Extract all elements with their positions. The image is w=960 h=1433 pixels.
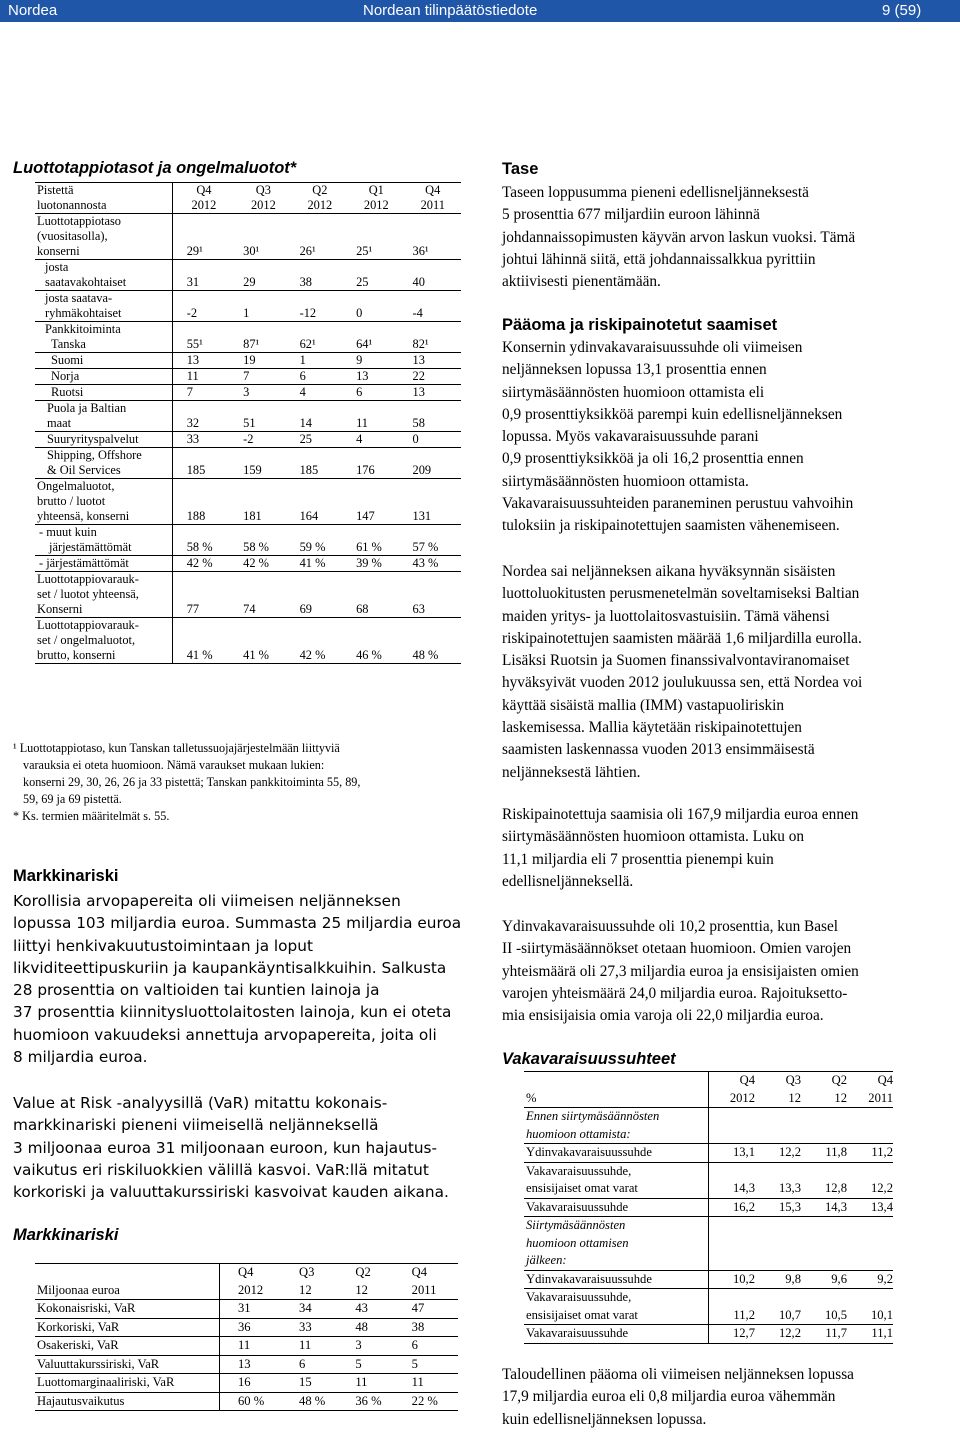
cell-value: 1 (235, 291, 291, 322)
cell-value: 5 (402, 1355, 458, 1374)
row-label: josta saatava- ryhmäkohtaiset (35, 291, 172, 322)
text-line: lopussa 103 miljardia euroa. Summasta 25 miljardia euroa (13, 914, 462, 933)
cell-value: 25¹ (348, 214, 404, 260)
cell-value: 11 (402, 1374, 458, 1393)
text-line: saamisten laskennassa vuoden 2013 ensimmäisestä (502, 741, 815, 759)
text-line: 8 miljardia euroa. (13, 1048, 148, 1067)
section-label: Siirtymäsäännösten huomioon ottamisen jälkeen: (524, 1217, 709, 1271)
column-header: Q4 2011 (847, 1072, 893, 1108)
cell-value: 22 % (402, 1392, 458, 1411)
row-label: Vakavaraisuussuhde (524, 1325, 709, 1344)
cell-value: 42 % (292, 618, 348, 664)
text-line: riskipainotettujen saamisten määrää 1,6 miljardilla eurolla. (502, 629, 862, 647)
cell-value: 5 (345, 1355, 401, 1374)
cell-value: 31 (220, 1300, 290, 1319)
cell-value: 48 (345, 1318, 401, 1337)
text-line: Lisäksi Ruotsin ja Suomen finanssivalvontaviranomaiset (502, 652, 850, 670)
loss-table-row (35, 448, 461, 479)
cell-value: 11 (220, 1337, 290, 1356)
row-label: Ydinvakavaraisuussuhde (524, 1270, 709, 1289)
cell-value: 4 (348, 432, 404, 448)
cell-value: 176 (348, 448, 404, 479)
var-table-row (35, 1300, 458, 1319)
cell-value: 181 (235, 479, 291, 525)
var-table-unit: Miljoonaa euroa (35, 1264, 220, 1300)
cell-value: 0 (405, 432, 461, 448)
cell-value: 34 (289, 1300, 345, 1319)
market-risk-table-heading: Markkinariski (13, 1226, 119, 1244)
column-header: Q3 12 (755, 1072, 801, 1108)
economic-capital-paragraph (502, 1364, 957, 1431)
cell-value: 32 (172, 401, 235, 432)
cell-value: 43 (345, 1300, 401, 1319)
cell-value: 6 (402, 1337, 458, 1356)
text-line: korkoriski ja valuuttakurssiriski kasvoivat kauden aikana. (13, 1183, 449, 1202)
row-label: Vakavaraisuussuhde, ensisijaiset omat varat (524, 1162, 709, 1198)
var-table-row (35, 1374, 458, 1393)
cell-value: 15 (289, 1374, 345, 1393)
text-line: 37 prosenttia kiinnitysluottolaitosten lainoja, kun ei oteta (13, 1003, 452, 1022)
text-line: tuloksiin ja riskipainotettujen saamisten vähenemiseen. (502, 517, 840, 535)
cell-value: 14 (292, 401, 348, 432)
text-line: hyväksyivät vuoden 2012 joulukuussa sen, että Nordea voi (502, 674, 863, 692)
cell-value: 22 (405, 369, 461, 385)
var-table-header (35, 1264, 458, 1300)
column-header: Q2 12 (345, 1264, 401, 1300)
text-line: Korollisia arvopapereita oli viimeisen neljänneksen (13, 892, 401, 910)
footnote-line: varauksia ei oteta huomioon. Nämä varaukset mukaan lukien: (23, 758, 325, 772)
cell-value: 58 % (235, 525, 291, 556)
column-header: Q4 2012 (220, 1264, 290, 1300)
text-line: 0,9 prosenttiyksikköä parempi kuin edellisneljänneksen (502, 405, 843, 423)
cell-value: 209 (405, 448, 461, 479)
loss-table-unit: Pistettä luotonannosta (35, 183, 172, 214)
cell-value: 13,3 (755, 1162, 801, 1198)
var-table-row (35, 1355, 458, 1374)
loss-table-row (35, 214, 461, 260)
cell-value: 14,3 (801, 1198, 847, 1217)
text-line: II -siirtymäsäännökset otetaan huomioon. Omien varojen (502, 940, 852, 958)
loss-table-row (35, 432, 461, 448)
column-header: Q4 2012 (172, 183, 235, 214)
cell-value: 147 (348, 479, 404, 525)
text-line: likviditeettipuskuriin ja kaupankäyntisalkkuihin. Salkusta (13, 958, 447, 977)
cell-value: 48 % (405, 618, 461, 664)
column-header: Q2 12 (801, 1072, 847, 1108)
cell-value: 60 % (220, 1392, 290, 1411)
loss-table-row (35, 369, 461, 385)
loss-table-header (35, 183, 461, 214)
text-line: siirtymäsäännösten huomioon ottamista. Luku on (502, 828, 805, 846)
text-line: 11,1 miljardia eli 7 prosenttia pienempi kuin (502, 850, 774, 868)
cell-value: 9,8 (755, 1270, 801, 1289)
loss-table-row (35, 401, 461, 432)
cell-value: 11,2 (847, 1144, 893, 1163)
cell-value: 0 (348, 291, 404, 322)
row-label: Shipping, Offshore & Oil Services (35, 448, 172, 479)
market-risk-paragraph-2 (13, 1092, 463, 1203)
header-report-title: Nordean tilinpäätöstiedote (363, 2, 538, 19)
cell-value: 11,7 (801, 1325, 847, 1344)
market-risk-paragraph-1 (13, 890, 463, 1068)
row-label: Osakeriski, VaR (35, 1337, 220, 1356)
cell-value: 33 (172, 432, 235, 448)
cell-value: 7 (172, 385, 235, 401)
capital-ratio-heading: Vakavaraisuussuhteet (502, 1050, 676, 1068)
cell-value: 12,7 (709, 1325, 756, 1344)
cell-value: 63 (405, 572, 461, 618)
balance-heading: Tase (502, 160, 539, 178)
cell-value: 41 % (235, 618, 291, 664)
var-table-row (35, 1392, 458, 1411)
column-header: Q4 2012 (709, 1072, 756, 1108)
cell-value: 13 (348, 369, 404, 385)
cell-value: 57 % (405, 525, 461, 556)
cell-value: 46 % (348, 618, 404, 664)
capital-table-row (524, 1270, 893, 1289)
cell-value: 13,1 (709, 1144, 756, 1163)
text-line: Taseen loppusumma pieneni edellisneljänneksestä (502, 184, 809, 201)
text-line: maiden yritys- ja luottolaitosvastuisiin. Tämä vähensi (502, 607, 830, 625)
capital-table-row (524, 1289, 893, 1325)
row-label: Luottotappiovarauk- set / ongelmaluotot, brutto, konserni (35, 618, 172, 664)
text-line: Value at Risk -analyysillä (VaR) mitattu kokonais- (13, 1094, 388, 1112)
cell-value: 31 (172, 260, 235, 291)
cell-value: 13 (405, 353, 461, 369)
text-line: kuin edellisneljänneksen lopussa. (502, 1410, 707, 1428)
cell-value: 19 (235, 353, 291, 369)
loss-table-row (35, 322, 461, 353)
section-label: Ennen siirtymäsäännösten huomioon ottamista: (524, 1108, 709, 1144)
text-line: Ydinvakavaraisuussuhde oli 10,2 prosenttia, kun Basel (502, 918, 839, 935)
row-label: Pankkitoiminta Tanska (35, 322, 172, 353)
var-table-row (35, 1337, 458, 1356)
cell-value: 12,2 (755, 1325, 801, 1344)
cell-value: 13,4 (847, 1198, 893, 1217)
cell-value: 29 (235, 260, 291, 291)
cell-value: 25 (348, 260, 404, 291)
cell-value: 188 (172, 479, 235, 525)
cell-value: 10,1 (847, 1289, 893, 1325)
loss-table-row (35, 572, 461, 618)
cell-value: 51 (235, 401, 291, 432)
capital-ratio-table (524, 1071, 893, 1344)
text-line: luottoluokitusten perusmenetelmän soveltamiseksi Baltian (502, 585, 860, 603)
text-line: varojen yhteismäärä 24,0 miljardia euroa. Rajoituksetto- (502, 984, 848, 1002)
cell-value: 131 (405, 479, 461, 525)
cell-value: 36 (220, 1318, 290, 1337)
row-label: Ongelmaluotot, brutto / luotot yhteensä, konserni (35, 479, 172, 525)
text-line: liittyi henkivakuutustoimintaan ja loput (13, 936, 313, 955)
text-line: 28 prosenttia on valtioiden tai kuntien lainoja ja (13, 981, 380, 1000)
text-line: neljänneksestä lähtien. (502, 763, 641, 781)
text-line: mia ensisijaisia omia varoja oli 22,0 miljardia euroa. (502, 1007, 824, 1025)
cell-value: 11,1 (847, 1325, 893, 1344)
cell-value: 159 (235, 448, 291, 479)
row-label: Valuuttakurssiriski, VaR (35, 1355, 220, 1374)
cell-value: 10,5 (801, 1289, 847, 1325)
cell-value: 13 (172, 353, 235, 369)
cell-value: 16 (220, 1374, 290, 1393)
capital-table-header (524, 1072, 893, 1108)
row-label: Hajautusvaikutus (35, 1392, 220, 1411)
header-company: Nordea (8, 2, 58, 19)
text-line: 3 miljoonaa euroa 31 miljoonaan euroon, kun hajautus- (13, 1138, 438, 1157)
market-risk-heading: Markkinariski (13, 867, 119, 885)
cell-value: 29¹ (172, 214, 235, 260)
cell-value: 74 (235, 572, 291, 618)
var-table (35, 1263, 458, 1411)
text-line: yhteismäärä oli 27,3 miljardia euroa ja ensisijaisten omien (502, 962, 859, 980)
row-label: Luottotappiotaso (vuositasolla), konserni (35, 214, 172, 260)
capital-table-section (524, 1108, 893, 1144)
text-line: laskemisessa. Mallia käytetään riskipainotettujen (502, 719, 802, 737)
cell-value: 33 (289, 1318, 345, 1337)
loss-table-row (35, 479, 461, 525)
cell-value: 185 (292, 448, 348, 479)
cell-value: 9,2 (847, 1270, 893, 1289)
cell-value: 9,6 (801, 1270, 847, 1289)
cell-value: 61 % (348, 525, 404, 556)
header-page-number: 9 (59) (882, 2, 922, 19)
text-line: huomioon vakuudeksi annettuja arvopapereita, joita oli (13, 1025, 437, 1044)
empty-cell (801, 1217, 847, 1271)
capital-paragraph-2 (502, 561, 957, 784)
cell-value: 13 (220, 1355, 290, 1374)
cell-value: 10,2 (709, 1270, 756, 1289)
row-label: Ruotsi (35, 385, 172, 401)
cell-value: 7 (235, 369, 291, 385)
cell-value: 42 % (235, 556, 291, 572)
text-line: markkinariski pieneni viimeisellä neljänneksellä (13, 1116, 379, 1135)
cell-value: 164 (292, 479, 348, 525)
row-label: Kokonaisriski, VaR (35, 1300, 220, 1319)
text-line: Vakavaraisuussuhteiden paraneminen perustuu vahvoihin (502, 495, 854, 513)
capital-table-unit: % (524, 1072, 709, 1108)
empty-cell (847, 1217, 893, 1271)
footnote-line: 59, 69 ja 69 pistettä. (23, 792, 122, 806)
capital-paragraph-3 (502, 804, 957, 893)
cell-value: -2 (172, 291, 235, 322)
cell-value: 11 (289, 1337, 345, 1356)
cell-value: 4 (292, 385, 348, 401)
row-label: - järjestämättömät (35, 556, 172, 572)
cell-value: -12 (292, 291, 348, 322)
row-label: Ydinvakavaraisuussuhde (524, 1144, 709, 1163)
loss-table-row (35, 525, 461, 556)
capital-paragraph-4 (502, 916, 957, 1027)
cell-value: 30¹ (235, 214, 291, 260)
column-header: Q3 2012 (235, 183, 291, 214)
cell-value: 12,2 (847, 1162, 893, 1198)
cell-value: 14,3 (709, 1162, 756, 1198)
cell-value: 38 (402, 1318, 458, 1337)
cell-value: 11 (348, 401, 404, 432)
cell-value: 82¹ (405, 322, 461, 353)
text-line: Riskipainotettuja saamisia oli 167,9 miljardia euroa ennen (502, 806, 859, 823)
empty-cell (709, 1108, 756, 1144)
text-line: 17,9 miljardia euroa eli 0,8 miljardia euroa vähemmän (502, 1388, 836, 1406)
cell-value: 87¹ (235, 322, 291, 353)
capital-table-row (524, 1144, 893, 1163)
cell-value: 58 (405, 401, 461, 432)
text-line: aktiivisesti pienentämään. (502, 273, 661, 291)
text-line: vaikutus eri riskiluokkien välillä kasvoi. VaR:llä mitatut (13, 1160, 429, 1179)
cell-value: 12,8 (801, 1162, 847, 1198)
cell-value: 15,3 (755, 1198, 801, 1217)
cell-value: 10,7 (755, 1289, 801, 1325)
cell-value: 6 (289, 1355, 345, 1374)
text-line: lopussa. Myös vakavaraisuussuhde parani (502, 428, 759, 446)
cell-value: 3 (235, 385, 291, 401)
text-line: johdannaissopimusten käyvän arvon laskun vuoksi. Tämä (502, 228, 856, 246)
loss-table-row (35, 618, 461, 664)
cell-value: 55¹ (172, 322, 235, 353)
header-bar (0, 0, 960, 22)
row-label: Suomi (35, 353, 172, 369)
text-line: Konsernin ydinvakavaraisuussuhde oli viimeisen (502, 339, 803, 356)
cell-value: 36 % (345, 1392, 401, 1411)
column-header: Q1 2012 (348, 183, 404, 214)
cell-value: 11,8 (801, 1144, 847, 1163)
cell-value: 185 (172, 448, 235, 479)
cell-value: 1 (292, 353, 348, 369)
text-line: 5 prosenttia 677 miljardiin euroon lähinnä (502, 206, 760, 224)
var-table-row (35, 1318, 458, 1337)
row-label: Vakavaraisuussuhde, ensisijaiset omat varat (524, 1289, 709, 1325)
empty-cell (755, 1217, 801, 1271)
cell-value: 41 % (172, 618, 235, 664)
loss-table-title: Luottotappiotasot ja ongelmaluotot* (13, 159, 297, 177)
cell-value: -4 (405, 291, 461, 322)
loss-table-row (35, 291, 461, 322)
cell-value: 41 % (292, 556, 348, 572)
text-line: Taloudellinen pääoma oli viimeisen neljänneksen lopussa (502, 1366, 854, 1383)
cell-value: 59 % (292, 525, 348, 556)
cell-value: 6 (292, 369, 348, 385)
loss-table-row (35, 385, 461, 401)
column-header: Q4 2011 (405, 183, 461, 214)
cell-value: 43 % (405, 556, 461, 572)
capital-table-row (524, 1325, 893, 1344)
cell-value: 3 (345, 1337, 401, 1356)
cell-value: 25 (292, 432, 348, 448)
cell-value: 69 (292, 572, 348, 618)
capital-paragraph-1 (502, 337, 957, 538)
text-line: 0,9 prosenttiyksikköä ja oli 16,2 prosenttia ennen (502, 450, 804, 468)
column-header: Q4 2011 (402, 1264, 458, 1300)
loss-table-row (35, 260, 461, 291)
cell-value: 11,2 (709, 1289, 756, 1325)
text-line: käyttää sisäistä mallia (IMM) vastapuoliriskin (502, 696, 785, 714)
text-line: Nordea sai neljänneksen aikana hyväksynnän sisäisten (502, 563, 836, 580)
cell-value: 58 % (172, 525, 235, 556)
loss-table-row (35, 353, 461, 369)
cell-value: 42 % (172, 556, 235, 572)
row-label: Luottotappiovarauk- set / luotot yhteensä, Konserni (35, 572, 172, 618)
row-label: - muut kuin järjestämättömät (35, 525, 172, 556)
row-label: Suuryrityspalvelut (35, 432, 172, 448)
empty-cell (847, 1108, 893, 1144)
row-label: Vakavaraisuussuhde (524, 1198, 709, 1217)
cell-value: 11 (172, 369, 235, 385)
loss-table-row (35, 556, 461, 572)
text-line: johtui lähinnä siitä, että johdannaissalkkua pyrittiin (502, 250, 816, 268)
empty-cell (709, 1217, 756, 1271)
footnote-line: * Ks. termien määritelmät s. 55. (13, 809, 170, 823)
empty-cell (755, 1108, 801, 1144)
column-header: Q3 12 (289, 1264, 345, 1300)
text-line: siirtymäsäännösten huomioon ottamista eli (502, 383, 765, 401)
text-line: siirtymäsäännösten huomioon ottamista. (502, 472, 749, 490)
row-label: Korkoriski, VaR (35, 1318, 220, 1337)
footnote-line: konserni 29, 30, 26, 26 ja 33 pistettä; Tanskan pankkitoiminta 55, 89, (23, 775, 361, 789)
cell-value: -2 (235, 432, 291, 448)
cell-value: 16,2 (709, 1198, 756, 1217)
cell-value: 26¹ (292, 214, 348, 260)
column-header: Q2 2012 (292, 183, 348, 214)
capital-table-section (524, 1217, 893, 1271)
footnote-line: ¹ Luottotappiotaso, kun Tanskan talletussuojajärjestelmään liittyviä (13, 741, 340, 755)
cell-value: 6 (348, 385, 404, 401)
cell-value: 68 (348, 572, 404, 618)
capital-heading: Pääoma ja riskipainotetut saamiset (502, 316, 778, 334)
cell-value: 64¹ (348, 322, 404, 353)
cell-value: 11 (345, 1374, 401, 1393)
text-line: neljänneksen lopussa 13,1 prosenttia ennen (502, 361, 767, 379)
capital-table-row (524, 1162, 893, 1198)
empty-cell (801, 1108, 847, 1144)
cell-value: 13 (405, 385, 461, 401)
cell-value: 77 (172, 572, 235, 618)
cell-value: 40 (405, 260, 461, 291)
cell-value: 12,2 (755, 1144, 801, 1163)
cell-value: 48 % (289, 1392, 345, 1411)
text-line: edellisneljänneksellä. (502, 872, 634, 890)
cell-value: 62¹ (292, 322, 348, 353)
cell-value: 38 (292, 260, 348, 291)
row-label: Norja (35, 369, 172, 385)
cell-value: 9 (348, 353, 404, 369)
loss-level-table (35, 182, 461, 664)
cell-value: 36¹ (405, 214, 461, 260)
loss-footnote (13, 740, 458, 825)
balance-paragraph (502, 182, 957, 293)
row-label: Luottomarginaaliriski, VaR (35, 1374, 220, 1393)
capital-table-row (524, 1198, 893, 1217)
row-label: josta saatavakohtaiset (35, 260, 172, 291)
cell-value: 39 % (348, 556, 404, 572)
cell-value: 47 (402, 1300, 458, 1319)
row-label: Puola ja Baltian maat (35, 401, 172, 432)
